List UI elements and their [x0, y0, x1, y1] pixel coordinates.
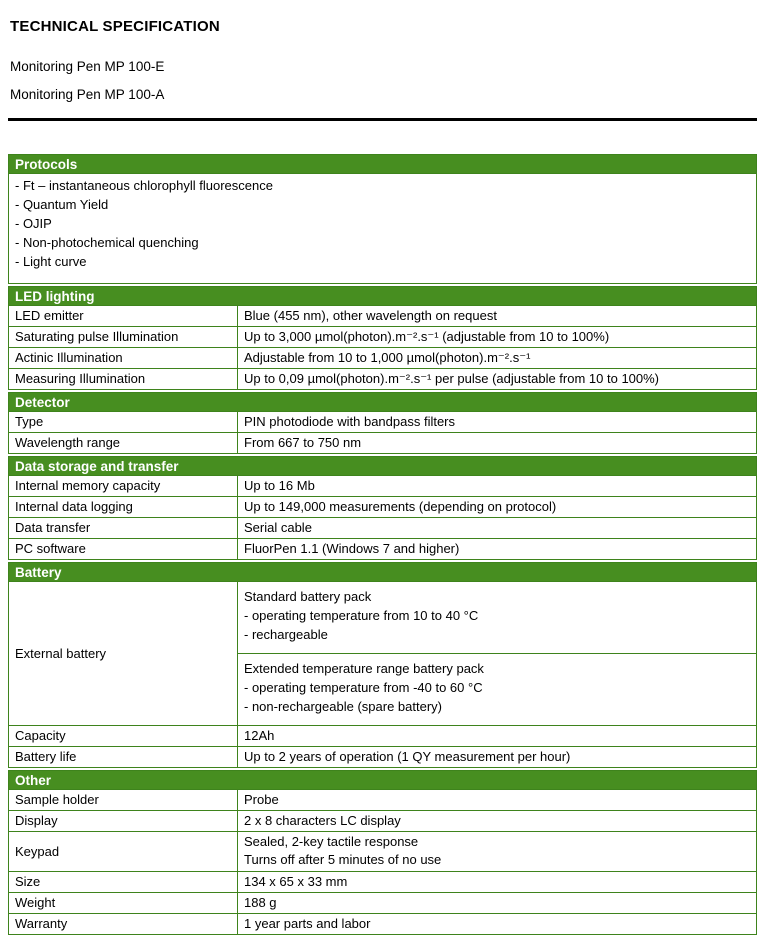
spec-label: PC software [9, 539, 238, 559]
protocols-list [8, 174, 757, 284]
spec-value: Up to 2 years of operation (1 QY measurement per hour) [244, 749, 571, 764]
protocol-item: - Ft – instantaneous chlorophyll fluorescence [15, 178, 273, 193]
protocol-item: - Non-photochemical quenching [15, 235, 199, 250]
section-battery [8, 562, 757, 768]
spec-row [9, 538, 756, 559]
keypad-line: Sealed, 2-key tactile response [244, 834, 419, 849]
spec-label: Keypad [9, 832, 238, 871]
external-battery-options [238, 582, 756, 725]
spec-row [9, 871, 756, 892]
spec-label: Weight [9, 893, 238, 913]
spec-label: Internal data logging [9, 497, 238, 517]
spec-value: Adjustable from 10 to 1,000 µmol(photon).m⁻².s⁻¹ [244, 350, 531, 365]
spec-label: Saturating pulse Illumination [9, 327, 238, 347]
spec-row [9, 725, 756, 746]
spec-label: Size [9, 872, 238, 892]
section-detector [8, 392, 757, 454]
section-led-lighting [8, 286, 757, 390]
section-header-battery: Battery [8, 562, 757, 582]
spec-label: LED emitter [9, 306, 238, 326]
spec-label: Capacity [9, 726, 238, 746]
section-header-other: Other [8, 770, 757, 790]
protocol-item: - Light curve [15, 254, 87, 269]
spec-label: Data transfer [9, 518, 238, 538]
section-header-data-storage: Data storage and transfer [8, 456, 757, 476]
spec-value: 134 x 65 x 33 mm [244, 874, 348, 889]
spec-value: Up to 16 Mb [244, 478, 315, 493]
battery-option-line: - operating temperature from -40 to 60 °C [244, 680, 483, 695]
spec-row [9, 496, 756, 517]
section-header-protocols: Protocols [8, 154, 757, 174]
spec-label: Display [9, 811, 238, 831]
spec-label: Measuring Illumination [9, 369, 238, 389]
spec-value: Probe [244, 792, 279, 807]
keypad-row [9, 831, 756, 871]
spec-label: Actinic Illumination [9, 348, 238, 368]
product-name-1: Monitoring Pen MP 100-E [10, 59, 165, 74]
keypad-line: Turns off after 5 minutes of no use [244, 852, 442, 867]
battery-option-line: - operating temperature from 10 to 40 °C [244, 608, 479, 623]
spec-value: 1 year parts and labor [244, 916, 371, 931]
spec-row [9, 306, 756, 326]
spec-value: 188 g [244, 895, 277, 910]
spec-value: Up to 3,000 µmol(photon).m⁻².s⁻¹ (adjustable from 10 to 100%) [244, 329, 610, 344]
spec-value: Up to 0,09 µmol(photon).m⁻².s⁻¹ per pulse (adjustable from 10 to 100%) [244, 371, 660, 386]
external-battery-row [9, 582, 756, 725]
spec-label: Sample holder [9, 790, 238, 810]
section-protocols [8, 154, 757, 284]
product-name-2: Monitoring Pen MP 100-A [10, 87, 165, 102]
spec-row [9, 810, 756, 831]
spec-value: Serial cable [244, 520, 312, 535]
section-header-led-lighting: LED lighting [8, 286, 757, 306]
battery-option-standard [238, 582, 756, 653]
spec-row [9, 326, 756, 347]
battery-option-extended [238, 653, 756, 725]
spec-label: External battery [9, 582, 238, 725]
spec-value: FluorPen 1.1 (Windows 7 and higher) [244, 541, 460, 556]
spec-value: Up to 149,000 measurements (depending on protocol) [244, 499, 557, 514]
spec-value: Blue (455 nm), other wavelength on request [244, 308, 497, 323]
spec-value [238, 832, 756, 871]
spec-label: Wavelength range [9, 433, 238, 453]
section-data-storage [8, 456, 757, 560]
spec-row [9, 913, 756, 934]
spec-value: 2 x 8 characters LC display [244, 813, 401, 828]
spec-value: From 667 to 750 nm [244, 435, 362, 450]
protocol-item: - OJIP [15, 216, 52, 231]
page-title: TECHNICAL SPECIFICATION [10, 18, 220, 35]
spec-label: Battery life [9, 747, 238, 767]
section-header-detector: Detector [8, 392, 757, 412]
spec-label: Internal memory capacity [9, 476, 238, 496]
spec-row [9, 746, 756, 767]
spec-value: PIN photodiode with bandpass filters [244, 414, 456, 429]
spec-row [9, 892, 756, 913]
spec-row [9, 368, 756, 389]
protocol-item: - Quantum Yield [15, 197, 109, 212]
section-other [8, 770, 757, 935]
battery-option-line: - non-rechargeable (spare battery) [244, 699, 442, 714]
battery-option-line: Extended temperature range battery pack [244, 661, 484, 676]
spec-row [9, 347, 756, 368]
spec-label: Warranty [9, 914, 238, 934]
battery-option-line: - rechargeable [244, 627, 328, 642]
spec-label: Type [9, 412, 238, 432]
spec-row [9, 412, 756, 432]
battery-option-line: Standard battery pack [244, 589, 372, 604]
spec-row [9, 790, 756, 810]
horizontal-rule [8, 118, 757, 121]
spec-row [9, 432, 756, 453]
spec-value: 12Ah [244, 728, 275, 743]
spec-row [9, 476, 756, 496]
spec-row [9, 517, 756, 538]
